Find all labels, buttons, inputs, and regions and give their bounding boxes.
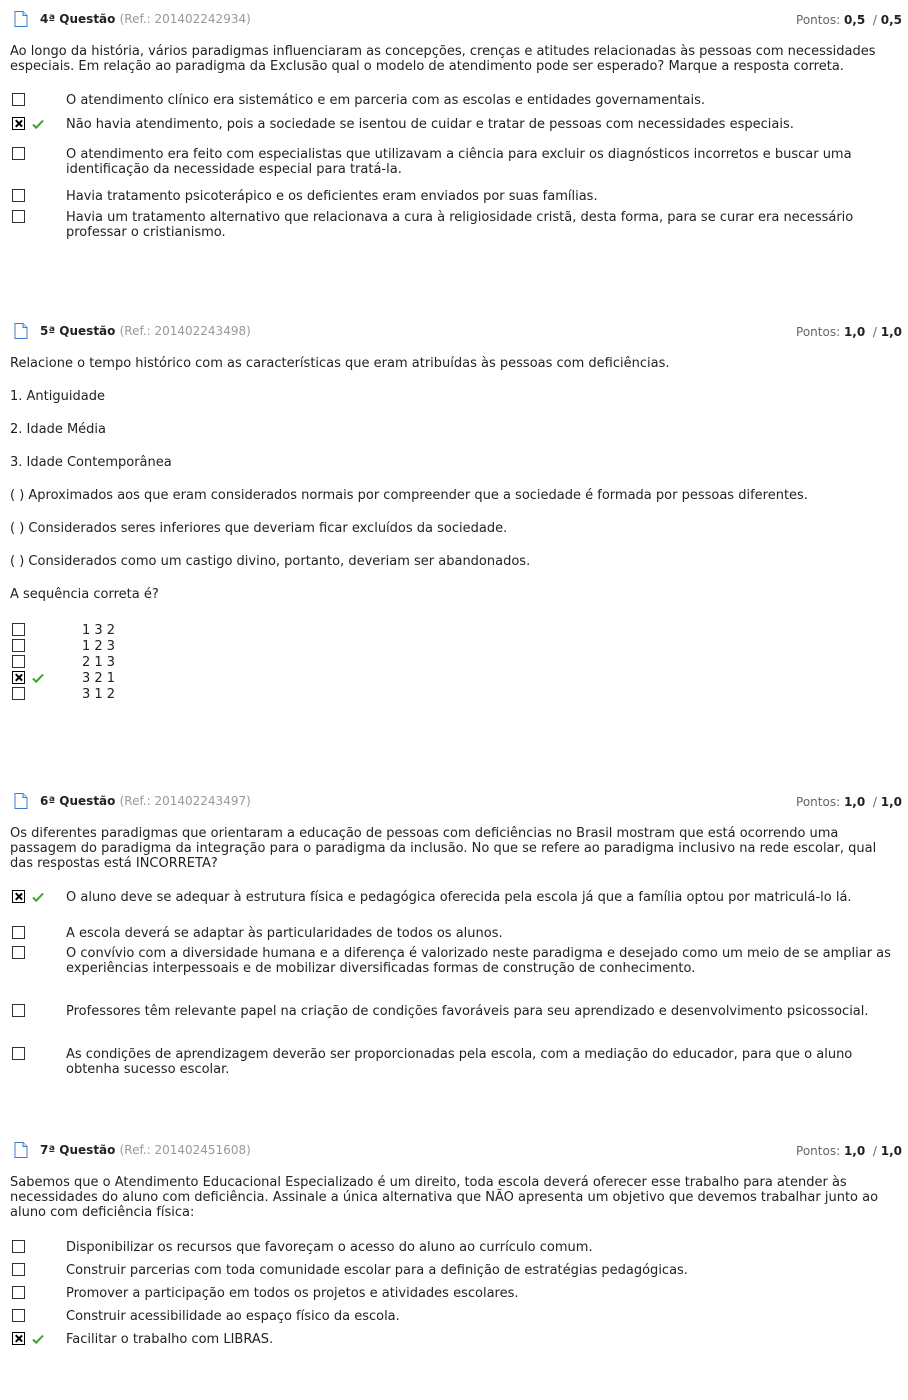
option-selected[interactable] — [10, 671, 908, 687]
checkbox[interactable] — [12, 687, 25, 700]
question-5 — [10, 322, 902, 703]
question-7 — [10, 1141, 902, 1352]
document-icon — [14, 11, 28, 27]
option-selected[interactable] — [10, 890, 900, 926]
question-ref: (Ref.: 201402242934) — [119, 12, 251, 26]
question-title: 7ª Questão (Ref.: 201402451608) — [40, 1143, 251, 1157]
item-text: A sequência correta é? — [10, 587, 159, 602]
option[interactable] — [10, 926, 900, 946]
option[interactable] — [10, 189, 900, 210]
checkbox[interactable] — [12, 1047, 25, 1060]
option-label: Construir parcerias com toda comunidade escolar para a definição de estratégias pedagógicas. — [66, 1263, 688, 1278]
checkbox[interactable] — [12, 1309, 25, 1322]
checkbox[interactable] — [12, 1263, 25, 1276]
question-4 — [10, 10, 902, 240]
option[interactable] — [10, 1286, 900, 1309]
option-label: O convívio com a diversidade humana e a diferença é valorizado neste paradigma e desejado como um meio de se ampliar as experiências interpessoais e de mobilizar diversificadas formas de construção de conhecimento. — [66, 946, 891, 976]
correct-check-icon — [32, 119, 44, 129]
option-label: Promover a participação em todos os projetos e atividades escolares. — [66, 1286, 519, 1301]
item-text: ( ) Considerados como um castigo divino, portanto, deveriam ser abandonados. — [10, 554, 531, 569]
checkbox[interactable] — [12, 639, 25, 652]
question-title: 6ª Questão (Ref.: 201402243497) — [40, 794, 251, 808]
checkbox[interactable] — [12, 189, 25, 202]
points: Pontos: 0,5 / 0,5 — [796, 13, 902, 27]
question-statement: Os diferentes paradigmas que orientaram a educação de pessoas com deficiências no Brasil mostram que está ocorrendo uma passagem do paradigma da integração para o paradigma da inclusão. No que se refere ao paradigma inclusivo na rede escolar, qual das respostas está INCORRETA? — [10, 826, 877, 871]
question-statement: Sabemos que o Atendimento Educacional Especializado é um direito, toda escola deverá oferecer esse trabalho para atender às necessidades do aluno com deficiência. Assinale a única alternativa que NÃO apresenta um objetivo que devemos trabalhar junto ao aluno com deficiência física: — [10, 1175, 879, 1220]
checked-checkbox[interactable] — [12, 117, 25, 130]
option[interactable] — [10, 1047, 900, 1077]
checkbox[interactable] — [12, 623, 25, 636]
option[interactable] — [10, 1309, 900, 1332]
item-text: 1. Antiguidade — [10, 389, 105, 404]
correct-check-icon — [32, 673, 44, 683]
question-statement: Ao longo da história, vários paradigmas influenciaram as concepções, crenças e atitudes relacionadas às pessoas com necessidades especiais. Em relação ao paradigma da Exclusão qual o modelo de atendimento pode ser esperado? Marque a resposta correta. — [10, 44, 876, 74]
item-text: 3. Idade Contemporânea — [10, 455, 172, 470]
option[interactable] — [10, 1240, 900, 1263]
option-selected[interactable] — [10, 1332, 900, 1352]
option-label: O aluno deve se adequar à estrutura física e pedagógica oferecida pela escola já que a família optou por matriculá-lo lá. — [66, 890, 852, 905]
checkbox[interactable] — [12, 1004, 25, 1017]
question-header — [10, 322, 902, 342]
option[interactable] — [10, 1263, 900, 1286]
question-ref: (Ref.: 201402243497) — [119, 794, 251, 808]
option[interactable] — [10, 639, 908, 655]
option-label: Disponibilizar os recursos que favoreçam o acesso do aluno ao currículo comum. — [66, 1240, 593, 1255]
option[interactable] — [10, 93, 900, 117]
question-header — [10, 1141, 902, 1161]
checkbox[interactable] — [12, 93, 25, 106]
option-label: O atendimento era feito com especialistas que utilizavam a ciência para excluir os diagnósticos incorretos e buscar uma identificação da necessidade especial para tratá-la. — [66, 147, 852, 177]
option[interactable] — [10, 946, 900, 1004]
points: Pontos: 1,0 / 1,0 — [796, 325, 902, 339]
option[interactable] — [10, 1004, 900, 1047]
document-icon — [14, 793, 28, 809]
item-text: 2. Idade Média — [10, 422, 107, 437]
option-label: Havia tratamento psicoterápico e os deficientes eram enviados por suas famílias. — [66, 189, 598, 204]
document-icon — [14, 323, 28, 339]
checkbox[interactable] — [12, 210, 25, 223]
question-statement: Relacione o tempo histórico com as características que eram atribuídas às pessoas com deficiências. — [10, 356, 670, 371]
option-selected[interactable] — [10, 117, 900, 147]
option[interactable] — [10, 147, 900, 189]
question-ref: (Ref.: 201402243498) — [119, 324, 251, 338]
item-text: ( ) Considerados seres inferiores que deveriam ficar excluídos da sociedade. — [10, 521, 508, 536]
checkbox[interactable] — [12, 1286, 25, 1299]
option-label: O atendimento clínico era sistemático e em parceria com as escolas e entidades governamentais. — [66, 93, 706, 108]
option-label: 3 2 1 — [82, 671, 116, 686]
option[interactable] — [10, 687, 908, 703]
option-label: 1 2 3 — [82, 639, 116, 654]
option-label: 1 3 2 — [82, 623, 116, 638]
checkbox[interactable] — [12, 946, 25, 959]
checked-checkbox[interactable] — [12, 671, 25, 684]
question-header — [10, 792, 902, 812]
points: Pontos: 1,0 / 1,0 — [796, 795, 902, 809]
option[interactable] — [10, 655, 908, 671]
checked-checkbox[interactable] — [12, 890, 25, 903]
option-label: 2 1 3 — [82, 655, 116, 670]
option-label: Professores têm relevante papel na criação de condições favoráveis para seu aprendizado e desenvolvimento psicossocial. — [66, 1004, 869, 1019]
correct-check-icon — [32, 892, 44, 902]
option[interactable] — [10, 623, 908, 639]
option-label: A escola deverá se adaptar às particularidades de todos os alunos. — [66, 926, 503, 941]
checkbox[interactable] — [12, 1240, 25, 1253]
option[interactable] — [10, 210, 900, 240]
option-label: Havia um tratamento alternativo que relacionava a cura à religiosidade cristã, desta forma, para se curar era necessário professar o cristianismo. — [66, 210, 854, 240]
option-label: Facilitar o trabalho com LIBRAS. — [66, 1332, 274, 1347]
checkbox[interactable] — [12, 147, 25, 160]
checked-checkbox[interactable] — [12, 1332, 25, 1345]
points: Pontos: 1,0 / 1,0 — [796, 1144, 902, 1158]
question-title: 4ª Questão (Ref.: 201402242934) — [40, 12, 251, 26]
item-text: ( ) Aproximados aos que eram considerados normais por compreender que a sociedade é formada por pessoas diferentes. — [10, 488, 808, 503]
option-label: Construir acessibilidade ao espaço físico da escola. — [66, 1309, 400, 1324]
option-label: Não havia atendimento, pois a sociedade se isentou de cuidar e tratar de pessoas com necessidades especiais. — [66, 117, 794, 132]
document-icon — [14, 1142, 28, 1158]
checkbox[interactable] — [12, 926, 25, 939]
checkbox[interactable] — [12, 655, 25, 668]
option-label: 3 1 2 — [82, 687, 116, 702]
correct-check-icon — [32, 1334, 44, 1344]
question-header — [10, 10, 902, 30]
option-label: As condições de aprendizagem deverão ser proporcionadas pela escola, com a mediação do educador, para que o aluno obtenha sucesso escolar. — [66, 1047, 853, 1077]
question-title: 5ª Questão (Ref.: 201402243498) — [40, 324, 251, 338]
question-ref: (Ref.: 201402451608) — [119, 1143, 251, 1157]
question-6 — [10, 792, 902, 1077]
